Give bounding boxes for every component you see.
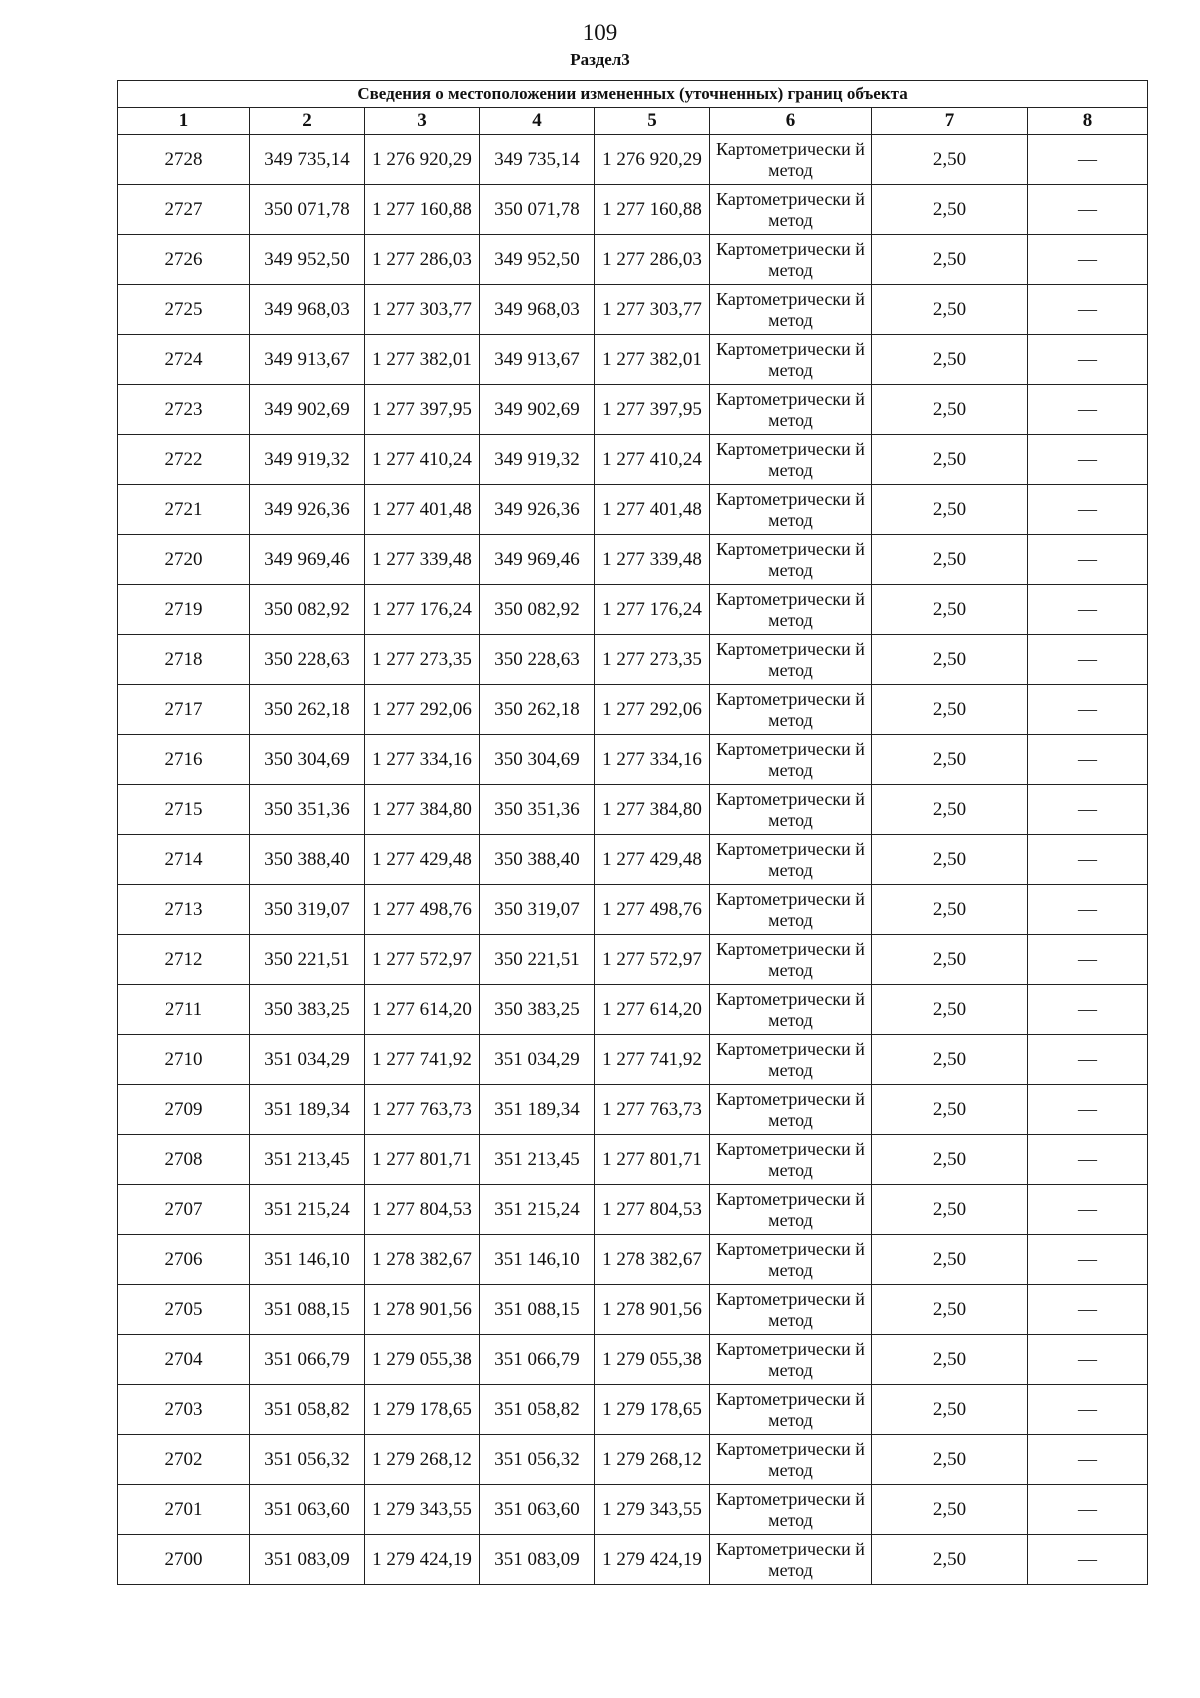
- table-cell-col8: —: [1028, 1135, 1148, 1185]
- table-cell-col3: 1 277 614,20: [365, 985, 480, 1035]
- table-cell-col1: 2728: [118, 135, 250, 185]
- table-row: [118, 1135, 1148, 1185]
- table-cell-col4: 351 066,79: [480, 1335, 595, 1385]
- table-cell-col7: 2,50: [872, 785, 1028, 835]
- table-cell-col8: —: [1028, 135, 1148, 185]
- table-row: [118, 385, 1148, 435]
- table-cell-col5: 1 277 801,71: [595, 1135, 710, 1185]
- table-cell-col6: Картометрически й метод: [710, 685, 872, 735]
- table-cell-col5: 1 277 292,06: [595, 685, 710, 735]
- table-cell-col4: 350 388,40: [480, 835, 595, 885]
- table-cell-col8: —: [1028, 1485, 1148, 1535]
- table-cell-col2: 350 319,07: [250, 885, 365, 935]
- column-number-6: 6: [710, 108, 872, 135]
- table-cell-col2: 351 058,82: [250, 1385, 365, 1435]
- table-cell-col4: 349 926,36: [480, 485, 595, 535]
- table-cell-col6: Картометрически й метод: [710, 1335, 872, 1385]
- table-cell-col2: 350 304,69: [250, 735, 365, 785]
- table-cell-col4: 351 058,82: [480, 1385, 595, 1435]
- table-cell-col5: 1 277 410,24: [595, 435, 710, 485]
- table-cell-col4: 351 215,24: [480, 1185, 595, 1235]
- table-cell-col6: Картометрически й метод: [710, 135, 872, 185]
- table-cell-col5: 1 277 572,97: [595, 935, 710, 985]
- table-cell-col2: 351 063,60: [250, 1485, 365, 1535]
- table-cell-col7: 2,50: [872, 485, 1028, 535]
- table-cell-col6: Картометрически й метод: [710, 1185, 872, 1235]
- table-cell-col4: 351 213,45: [480, 1135, 595, 1185]
- table-cell-col3: 1 277 160,88: [365, 185, 480, 235]
- table-cell-col4: 351 088,15: [480, 1285, 595, 1335]
- table-cell-col4: 351 056,32: [480, 1435, 595, 1485]
- table-cell-col8: —: [1028, 935, 1148, 985]
- table-cell-col7: 2,50: [872, 1185, 1028, 1235]
- table-cell-col5: 1 277 614,20: [595, 985, 710, 1035]
- table-row: [118, 685, 1148, 735]
- table-cell-col8: —: [1028, 1535, 1148, 1585]
- table-cell-col3: 1 277 176,24: [365, 585, 480, 635]
- table-cell-col4: 350 071,78: [480, 185, 595, 235]
- table-cell-col1: 2710: [118, 1035, 250, 1085]
- table-cell-col5: 1 279 268,12: [595, 1435, 710, 1485]
- table-cell-col7: 2,50: [872, 985, 1028, 1035]
- table-cell-col8: —: [1028, 885, 1148, 935]
- table-cell-col5: 1 277 741,92: [595, 1035, 710, 1085]
- table-cell-col7: 2,50: [872, 885, 1028, 935]
- table-cell-col8: —: [1028, 985, 1148, 1035]
- table-cell-col5: 1 277 160,88: [595, 185, 710, 235]
- table-row: [118, 535, 1148, 585]
- table-row: [118, 135, 1148, 185]
- table-cell-col2: 350 351,36: [250, 785, 365, 835]
- table-cell-col2: 350 082,92: [250, 585, 365, 635]
- table-cell-col8: —: [1028, 485, 1148, 535]
- table-cell-col1: 2706: [118, 1235, 250, 1285]
- table-cell-col7: 2,50: [872, 1085, 1028, 1135]
- table-cell-col6: Картометрически й метод: [710, 1535, 872, 1585]
- column-number-row: [118, 108, 1148, 135]
- table-cell-col6: Картометрически й метод: [710, 1085, 872, 1135]
- table-cell-col1: 2700: [118, 1535, 250, 1585]
- table-cell-col2: 349 968,03: [250, 285, 365, 335]
- table-cell-col4: 351 189,34: [480, 1085, 595, 1135]
- table-cell-col4: 350 082,92: [480, 585, 595, 635]
- column-number-2: 2: [250, 108, 365, 135]
- table-cell-col3: 1 277 339,48: [365, 535, 480, 585]
- table-cell-col8: —: [1028, 1035, 1148, 1085]
- table-row: [118, 335, 1148, 385]
- table-cell-col8: —: [1028, 585, 1148, 635]
- boundary-coordinates-table: [117, 80, 1148, 1585]
- table-cell-col4: 350 351,36: [480, 785, 595, 835]
- table-cell-col3: 1 276 920,29: [365, 135, 480, 185]
- table-cell-col1: 2713: [118, 885, 250, 935]
- table-cell-col5: 1 277 384,80: [595, 785, 710, 835]
- table-cell-col5: 1 277 273,35: [595, 635, 710, 685]
- table-cell-col3: 1 279 178,65: [365, 1385, 480, 1435]
- table-cell-col5: 1 277 397,95: [595, 385, 710, 435]
- table-cell-col3: 1 277 384,80: [365, 785, 480, 835]
- table-cell-col6: Картометрически й метод: [710, 1385, 872, 1435]
- table-cell-col8: —: [1028, 635, 1148, 685]
- table-cell-col6: Картометрически й метод: [710, 385, 872, 435]
- table-cell-col5: 1 278 382,67: [595, 1235, 710, 1285]
- table-cell-col1: 2712: [118, 935, 250, 985]
- table-cell-col3: 1 278 382,67: [365, 1235, 480, 1285]
- table-cell-col3: 1 277 572,97: [365, 935, 480, 985]
- table-cell-col4: 349 919,32: [480, 435, 595, 485]
- table-cell-col5: 1 277 401,48: [595, 485, 710, 535]
- table-cell-col1: 2723: [118, 385, 250, 435]
- table-cell-col7: 2,50: [872, 635, 1028, 685]
- table-cell-col1: 2703: [118, 1385, 250, 1435]
- table-cell-col4: 350 228,63: [480, 635, 595, 685]
- table-cell-col1: 2714: [118, 835, 250, 885]
- table-cell-col6: Картометрически й метод: [710, 735, 872, 785]
- table-cell-col6: Картометрически й метод: [710, 1485, 872, 1535]
- table-cell-col7: 2,50: [872, 185, 1028, 235]
- table-cell-col7: 2,50: [872, 535, 1028, 585]
- table-cell-col1: 2705: [118, 1285, 250, 1335]
- table-cell-col4: 349 735,14: [480, 135, 595, 185]
- table-cell-col5: 1 277 286,03: [595, 235, 710, 285]
- table-cell-col3: 1 277 801,71: [365, 1135, 480, 1185]
- table-cell-col2: 350 071,78: [250, 185, 365, 235]
- column-number-3: 3: [365, 108, 480, 135]
- table-cell-col7: 2,50: [872, 435, 1028, 485]
- table-cell-col6: Картометрически й метод: [710, 1035, 872, 1085]
- table-row: [118, 1035, 1148, 1085]
- table-cell-col8: —: [1028, 535, 1148, 585]
- table-cell-col2: 351 146,10: [250, 1235, 365, 1285]
- table-cell-col6: Картометрически й метод: [710, 785, 872, 835]
- table-cell-col7: 2,50: [872, 335, 1028, 385]
- table-cell-col5: 1 279 343,55: [595, 1485, 710, 1535]
- table-row: [118, 635, 1148, 685]
- table-cell-col5: 1 277 498,76: [595, 885, 710, 935]
- table-cell-col1: 2726: [118, 235, 250, 285]
- table-cell-col7: 2,50: [872, 935, 1028, 985]
- table-cell-col7: 2,50: [872, 385, 1028, 435]
- table-cell-col2: 351 066,79: [250, 1335, 365, 1385]
- table-cell-col3: 1 277 410,24: [365, 435, 480, 485]
- table-cell-col8: —: [1028, 735, 1148, 785]
- table-cell-col7: 2,50: [872, 1035, 1028, 1085]
- table-cell-col2: 349 735,14: [250, 135, 365, 185]
- table-cell-col4: 349 969,46: [480, 535, 595, 585]
- table-cell-col1: 2708: [118, 1135, 250, 1185]
- table-cell-col2: 350 388,40: [250, 835, 365, 885]
- table-cell-col5: 1 276 920,29: [595, 135, 710, 185]
- table-cell-col1: 2701: [118, 1485, 250, 1535]
- column-number-1: 1: [118, 108, 250, 135]
- table-cell-col7: 2,50: [872, 585, 1028, 635]
- column-number-5: 5: [595, 108, 710, 135]
- table-cell-col3: 1 277 397,95: [365, 385, 480, 435]
- table-cell-col3: 1 277 741,92: [365, 1035, 480, 1085]
- table-cell-col8: —: [1028, 285, 1148, 335]
- table-cell-col1: 2717: [118, 685, 250, 735]
- table-cell-col3: 1 277 804,53: [365, 1185, 480, 1235]
- table-row: [118, 785, 1148, 835]
- table-cell-col1: 2716: [118, 735, 250, 785]
- table-cell-col7: 2,50: [872, 135, 1028, 185]
- section-title: Раздел3: [570, 50, 630, 69]
- table-cell-col8: —: [1028, 1285, 1148, 1335]
- table-cell-col6: Картометрически й метод: [710, 1235, 872, 1285]
- table-cell-col4: 350 304,69: [480, 735, 595, 785]
- table-cell-col3: 1 277 429,48: [365, 835, 480, 885]
- table-cell-col3: 1 277 401,48: [365, 485, 480, 535]
- table-body: [118, 135, 1148, 1585]
- table-cell-col8: —: [1028, 1185, 1148, 1235]
- table-cell-col1: 2709: [118, 1085, 250, 1135]
- table-cell-col8: —: [1028, 1235, 1148, 1285]
- table-cell-col1: 2722: [118, 435, 250, 485]
- table-cell-col1: 2727: [118, 185, 250, 235]
- table-cell-col5: 1 277 429,48: [595, 835, 710, 885]
- table-cell-col3: 1 277 273,35: [365, 635, 480, 685]
- table-cell-col7: 2,50: [872, 1385, 1028, 1435]
- column-number-8: 8: [1028, 108, 1148, 135]
- table-cell-col8: —: [1028, 685, 1148, 735]
- table-cell-col2: 350 228,63: [250, 635, 365, 685]
- table-cell-col5: 1 277 334,16: [595, 735, 710, 785]
- table-cell-col7: 2,50: [872, 1485, 1028, 1535]
- table-row: [118, 1435, 1148, 1485]
- table-cell-col3: 1 277 286,03: [365, 235, 480, 285]
- table-cell-col6: Картометрически й метод: [710, 285, 872, 335]
- table-row: [118, 585, 1148, 635]
- table-cell-col3: 1 279 424,19: [365, 1535, 480, 1585]
- table-cell-col5: 1 277 176,24: [595, 585, 710, 635]
- table-cell-col3: 1 278 901,56: [365, 1285, 480, 1335]
- table-cell-col2: 349 969,46: [250, 535, 365, 585]
- table-cell-col6: Картометрически й метод: [710, 435, 872, 485]
- table-cell-col8: —: [1028, 385, 1148, 435]
- table-cell-col1: 2711: [118, 985, 250, 1035]
- table-cell-col8: —: [1028, 1385, 1148, 1435]
- table-cell-col7: 2,50: [872, 1435, 1028, 1485]
- table-cell-col1: 2721: [118, 485, 250, 535]
- table-cell-col7: 2,50: [872, 1135, 1028, 1185]
- table-cell-col4: 349 968,03: [480, 285, 595, 335]
- table-cell-col1: 2724: [118, 335, 250, 385]
- table-cell-col8: —: [1028, 335, 1148, 385]
- table-cell-col8: —: [1028, 185, 1148, 235]
- column-number-4: 4: [480, 108, 595, 135]
- table-cell-col5: 1 277 382,01: [595, 335, 710, 385]
- table-cell-col8: —: [1028, 1335, 1148, 1385]
- table-cell-col3: 1 277 303,77: [365, 285, 480, 335]
- table-cell-col3: 1 279 055,38: [365, 1335, 480, 1385]
- table-cell-col8: —: [1028, 785, 1148, 835]
- table-cell-col7: 2,50: [872, 835, 1028, 885]
- table-cell-col2: 351 215,24: [250, 1185, 365, 1235]
- table-cell-col2: 349 926,36: [250, 485, 365, 535]
- table-cell-col4: 349 902,69: [480, 385, 595, 435]
- table-cell-col2: 351 088,15: [250, 1285, 365, 1335]
- table-cell-col4: 349 952,50: [480, 235, 595, 285]
- table-cell-col5: 1 277 303,77: [595, 285, 710, 335]
- table-cell-col1: 2704: [118, 1335, 250, 1385]
- table-cell-col4: 351 063,60: [480, 1485, 595, 1535]
- table-cell-col5: 1 278 901,56: [595, 1285, 710, 1335]
- table-cell-col6: Картометрически й метод: [710, 985, 872, 1035]
- table-cell-col5: 1 279 424,19: [595, 1535, 710, 1585]
- table-cell-col3: 1 277 292,06: [365, 685, 480, 735]
- table-row: [118, 1385, 1148, 1435]
- table-cell-col5: 1 279 055,38: [595, 1335, 710, 1385]
- table-cell-col3: 1 277 334,16: [365, 735, 480, 785]
- table-cell-col1: 2702: [118, 1435, 250, 1485]
- table-cell-col4: 350 319,07: [480, 885, 595, 935]
- table-cell-col6: Картометрически й метод: [710, 835, 872, 885]
- table-cell-col2: 351 083,09: [250, 1535, 365, 1585]
- table-row: [118, 435, 1148, 485]
- table-row: [118, 285, 1148, 335]
- table-cell-col7: 2,50: [872, 1535, 1028, 1585]
- table-cell-col1: 2719: [118, 585, 250, 635]
- column-number-7: 7: [872, 108, 1028, 135]
- table-row: [118, 985, 1148, 1035]
- table-row: [118, 1235, 1148, 1285]
- table-cell-col2: 351 213,45: [250, 1135, 365, 1185]
- table-cell-col6: Картометрически й метод: [710, 1435, 872, 1485]
- table-cell-col4: 351 146,10: [480, 1235, 595, 1285]
- table-row: [118, 935, 1148, 985]
- table-cell-col4: 350 221,51: [480, 935, 595, 985]
- table-cell-col3: 1 279 343,55: [365, 1485, 480, 1535]
- table-cell-col2: 349 952,50: [250, 235, 365, 285]
- table-row: [118, 1485, 1148, 1535]
- table-row: [118, 1285, 1148, 1335]
- table-cell-col6: Картометрически й метод: [710, 185, 872, 235]
- table-cell-col7: 2,50: [872, 1285, 1028, 1335]
- table-cell-col2: 349 919,32: [250, 435, 365, 485]
- table-cell-col6: Картометрически й метод: [710, 485, 872, 535]
- table-cell-col4: 350 383,25: [480, 985, 595, 1035]
- table-row: [118, 485, 1148, 535]
- table-cell-col7: 2,50: [872, 685, 1028, 735]
- table-cell-col6: Картометрически й метод: [710, 585, 872, 635]
- table-cell-col2: 350 383,25: [250, 985, 365, 1035]
- table-cell-col8: —: [1028, 235, 1148, 285]
- table-cell-col6: Картометрически й метод: [710, 1285, 872, 1335]
- table-cell-col3: 1 279 268,12: [365, 1435, 480, 1485]
- table-cell-col8: —: [1028, 435, 1148, 485]
- table-cell-col8: —: [1028, 835, 1148, 885]
- table-cell-col7: 2,50: [872, 1335, 1028, 1385]
- table-cell-col6: Картометрически й метод: [710, 885, 872, 935]
- table-cell-col3: 1 277 382,01: [365, 335, 480, 385]
- table-cell-col2: 351 034,29: [250, 1035, 365, 1085]
- table-cell-col1: 2718: [118, 635, 250, 685]
- table-caption: Сведения о местоположении измененных (уточненных) границ объекта: [118, 81, 1148, 108]
- table-row: [118, 885, 1148, 935]
- table-cell-col2: 349 913,67: [250, 335, 365, 385]
- table-cell-col6: Картометрически й метод: [710, 1135, 872, 1185]
- table-row: [118, 1535, 1148, 1585]
- table-cell-col5: 1 277 339,48: [595, 535, 710, 585]
- table-row: [118, 1085, 1148, 1135]
- table-cell-col7: 2,50: [872, 735, 1028, 785]
- table-cell-col8: —: [1028, 1435, 1148, 1485]
- table-cell-col1: 2725: [118, 285, 250, 335]
- table-row: [118, 1185, 1148, 1235]
- table-cell-col2: 351 056,32: [250, 1435, 365, 1485]
- table-cell-col8: —: [1028, 1085, 1148, 1135]
- table-cell-col5: 1 279 178,65: [595, 1385, 710, 1435]
- table-cell-col2: 351 189,34: [250, 1085, 365, 1135]
- table-cell-col1: 2720: [118, 535, 250, 585]
- table-cell-col2: 349 902,69: [250, 385, 365, 435]
- table-row: [118, 235, 1148, 285]
- page-number: 109: [582, 20, 618, 45]
- table-cell-col2: 350 262,18: [250, 685, 365, 735]
- table-cell-col4: 350 262,18: [480, 685, 595, 735]
- table-cell-col3: 1 277 763,73: [365, 1085, 480, 1135]
- table-row: [118, 1335, 1148, 1385]
- table-cell-col7: 2,50: [872, 1235, 1028, 1285]
- table-cell-col1: 2715: [118, 785, 250, 835]
- table-cell-col6: Картометрически й метод: [710, 335, 872, 385]
- table-row: [118, 835, 1148, 885]
- table-cell-col5: 1 277 804,53: [595, 1185, 710, 1235]
- table-cell-col3: 1 277 498,76: [365, 885, 480, 935]
- table-cell-col4: 349 913,67: [480, 335, 595, 385]
- table-row: [118, 185, 1148, 235]
- table-cell-col6: Картометрически й метод: [710, 935, 872, 985]
- table-cell-col2: 350 221,51: [250, 935, 365, 985]
- table-cell-col4: 351 034,29: [480, 1035, 595, 1085]
- table-cell-col5: 1 277 763,73: [595, 1085, 710, 1135]
- table-cell-col6: Картометрически й метод: [710, 635, 872, 685]
- table-cell-col4: 351 083,09: [480, 1535, 595, 1585]
- table-cell-col6: Картометрически й метод: [710, 535, 872, 585]
- table-row: [118, 735, 1148, 785]
- table-cell-col7: 2,50: [872, 285, 1028, 335]
- table-cell-col1: 2707: [118, 1185, 250, 1235]
- table-cell-col7: 2,50: [872, 235, 1028, 285]
- table-cell-col6: Картометрически й метод: [710, 235, 872, 285]
